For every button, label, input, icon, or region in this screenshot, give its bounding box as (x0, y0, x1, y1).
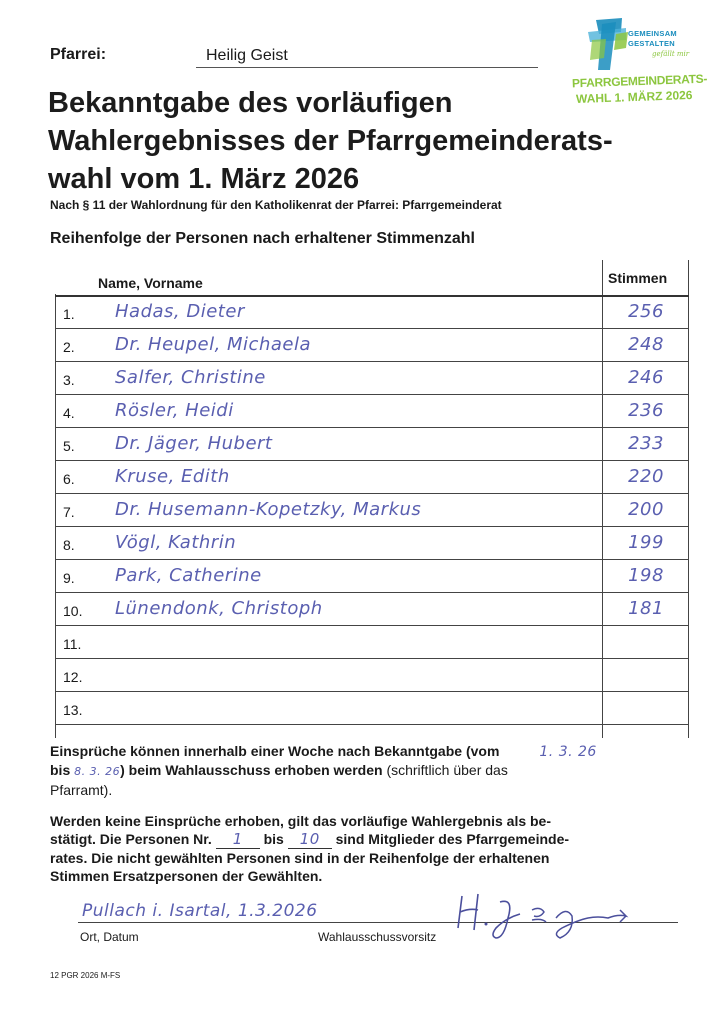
confirmation-line-3: rates. Die nicht gewählten Personen sind in der Reihenfolge der erhaltenen (50, 850, 550, 866)
candidate-votes: 200 (628, 499, 664, 520)
column-divider (602, 260, 603, 738)
row-number: 10. (63, 603, 83, 619)
objection-date-to: 8. 3. 26 (74, 765, 121, 778)
row-divider (55, 691, 689, 692)
objection-text-5: Pfarramt). (50, 782, 113, 798)
row-number: 12. (63, 669, 83, 685)
candidate-votes: 181 (628, 598, 664, 619)
table-header-divider (55, 295, 689, 297)
table-right-border (688, 260, 689, 738)
place-date-value: Pullach i. Isartal, 1.3.2026 (82, 901, 318, 921)
candidate-name: Park, Catherine (115, 565, 262, 586)
logo-text-2: GESTALTEN (628, 39, 676, 48)
logo-text-3: gefällt mir (652, 50, 690, 58)
section-heading: Reihenfolge der Personen nach erhaltener Stimmenzahl (50, 230, 475, 247)
row-divider (55, 625, 689, 626)
confirmation-line-1: Werden keine Einsprüche erhoben, gilt das vorläufige Wahlergebnis als be- (50, 813, 552, 829)
row-number: 6. (63, 471, 75, 487)
candidate-name: Salfer, Christine (115, 367, 266, 388)
objection-line-1 (50, 742, 690, 761)
pfarrei-underline (196, 67, 538, 68)
candidate-votes: 246 (628, 367, 664, 388)
objection-line-2 (50, 761, 690, 781)
confirmation-text-2a: stätigt. Die Personen Nr. (50, 831, 212, 847)
row-divider (55, 724, 689, 725)
candidate-votes: 233 (628, 433, 664, 454)
objection-text-2: bis (50, 762, 71, 778)
form-code: 12 PGR 2026 M-FS (50, 971, 121, 980)
objection-text-3: ) beim Wahlausschuss erhoben werden (120, 762, 383, 778)
row-number: 13. (63, 702, 83, 718)
row-number: 9. (63, 570, 75, 586)
row-divider (55, 427, 689, 428)
candidate-name: Hadas, Dieter (115, 301, 245, 322)
row-divider (55, 460, 689, 461)
place-date-label: Ort, Datum (80, 930, 139, 944)
confirmation-paragraph (50, 812, 690, 885)
logo-text-1: GEMEINSAM (628, 29, 677, 38)
candidate-name: Dr. Jäger, Hubert (115, 433, 273, 454)
candidate-name: Vögl, Kathrin (115, 532, 237, 553)
objection-text-1: Einsprüche können innerhalb einer Woche nach Bekanntgabe (vom (50, 743, 500, 759)
row-number: 4. (63, 405, 75, 421)
row-number: 3. (63, 372, 75, 388)
objection-date-from: 1. 3. 26 (539, 744, 597, 760)
title-line-2: Wahlergebnisses der Pfarrgemeinderats- (48, 125, 613, 157)
document-title (48, 84, 648, 198)
row-divider (55, 493, 689, 494)
chair-label: Wahlausschussvorsitz (318, 930, 437, 944)
row-number: 7. (63, 504, 75, 520)
member-number-from: 1 (216, 830, 260, 849)
candidate-votes: 220 (628, 466, 664, 487)
row-number: 5. (63, 438, 75, 454)
column-header-votes: Stimmen (608, 270, 668, 286)
handwritten-signature (448, 888, 638, 948)
candidate-name: Lünendonk, Christoph (115, 598, 323, 619)
subtitle: Nach § 11 der Wahlordnung für den Katholikenrat der Pfarrei: Pfarrgemeinderat (50, 198, 502, 212)
candidate-name: Dr. Heupel, Michaela (115, 334, 311, 355)
column-header-name: Name, Vorname (98, 275, 203, 291)
row-divider (55, 394, 689, 395)
row-divider (55, 592, 689, 593)
candidate-votes: 236 (628, 400, 664, 421)
row-number: 2. (63, 339, 75, 355)
candidate-votes: 248 (628, 334, 664, 355)
title-line-3: wahl vom 1. März 2026 (48, 163, 360, 195)
row-divider (55, 361, 689, 362)
member-number-to: 10 (288, 830, 332, 849)
row-number: 8. (63, 537, 75, 553)
confirmation-text-2b: bis (263, 831, 284, 847)
pfarrei-value: Heilig Geist (206, 47, 288, 64)
candidate-votes: 256 (628, 301, 664, 322)
row-divider (55, 526, 689, 527)
candidate-votes: 199 (628, 532, 664, 553)
confirmation-line-2 (50, 830, 690, 849)
row-number: 11. (63, 636, 82, 652)
logo-text-4: PFARRGEMEINDERATS- (571, 71, 708, 91)
results-table (55, 260, 689, 738)
candidate-name: Dr. Husemann-Kopetzky, Markus (115, 499, 422, 520)
candidate-name: Kruse, Edith (115, 466, 230, 487)
objection-paragraph (50, 742, 690, 799)
confirmation-text-2c: sind Mitglieder des Pfarrgemeinde- (335, 831, 570, 847)
candidate-votes: 198 (628, 565, 664, 586)
candidate-name: Rösler, Heidi (115, 400, 234, 421)
title-line-1: Bekanntgabe des vorläufigen (48, 87, 453, 119)
election-logo (566, 14, 706, 114)
logo-text-5: WAHL 1. MÄRZ 2026 (575, 87, 693, 107)
confirmation-line-4: Stimmen Ersatzpersonen der Gewählten. (50, 868, 323, 884)
row-divider (55, 658, 689, 659)
pfarrei-label: Pfarrei: (50, 46, 107, 63)
row-divider (55, 559, 689, 560)
row-number: 1. (63, 306, 75, 322)
objection-text-4: (schriftlich über das (386, 762, 508, 778)
row-divider (55, 328, 689, 329)
